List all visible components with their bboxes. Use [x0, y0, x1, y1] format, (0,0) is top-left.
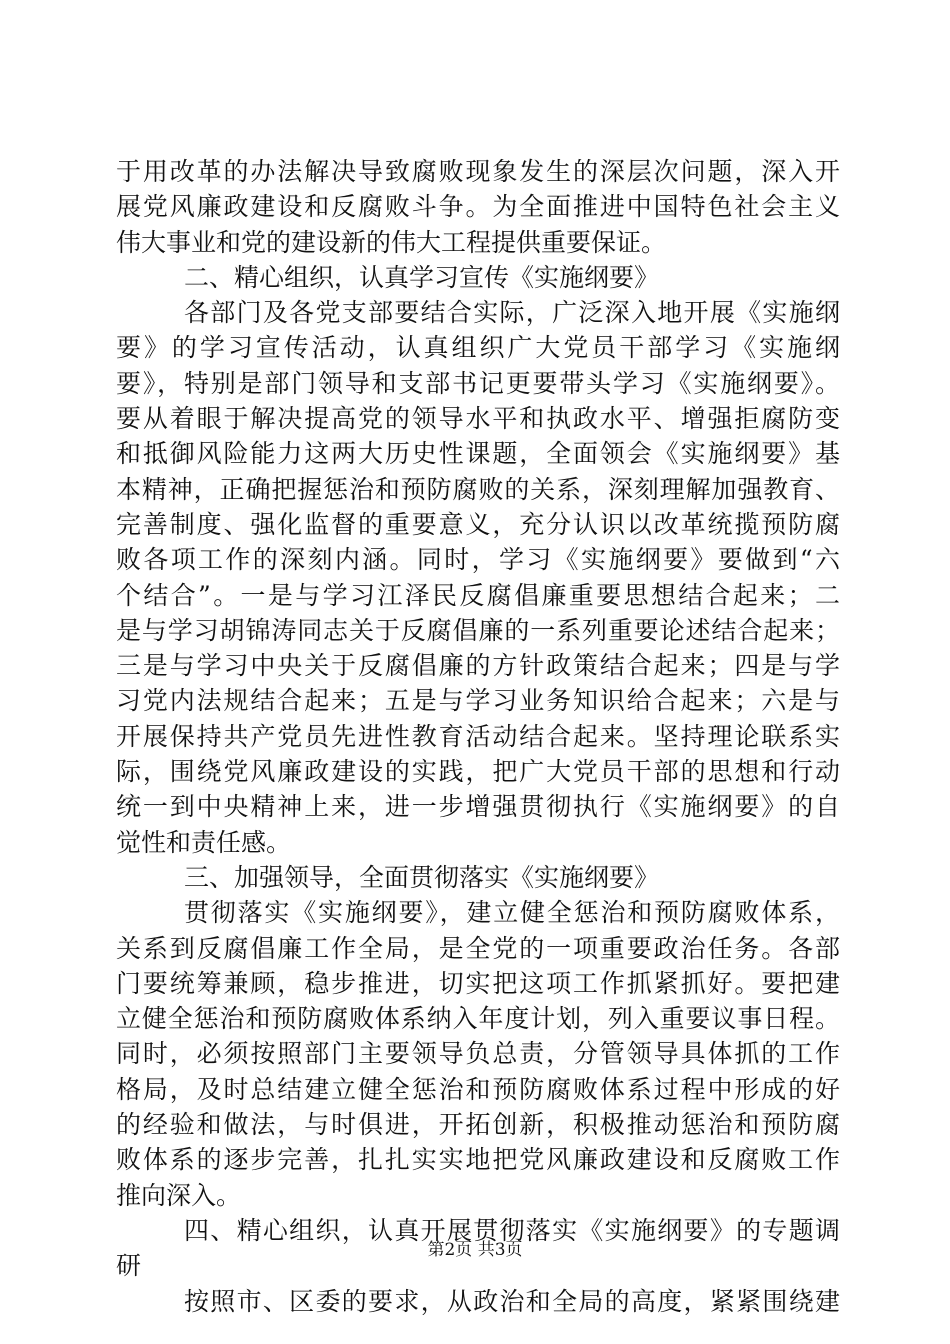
text-line: 于用改革的办法解决导致腐败现象发生的深层次问题，深入开	[116, 157, 840, 186]
text-line: 各部门及各党支部要结合实际，广泛深入地开展《实施纲	[184, 298, 840, 328]
text-line: 立健全惩治和预防腐败体系纳入年度计划，列入重要议事日程。	[116, 1004, 840, 1034]
text-line: 要》的学习宣传活动，认真组织广大党员干部学习《实施纲	[116, 333, 840, 363]
document-body	[116, 154, 840, 1319]
text-line: 要》，特别是部门领导和支部书记更要带头学习《实施纲要》。	[116, 368, 840, 398]
text-line: 三是与学习中央关于反腐倡廉的方针政策结合起来；四是与学	[116, 651, 840, 681]
section-heading: 三、加强领导，全面贯彻落实《实施纲要》	[184, 862, 660, 892]
text-line: 个结合”。一是与学习江泽民反腐倡廉重要思想结合起来；二	[116, 580, 840, 610]
section-heading-continuation: 研	[116, 1251, 142, 1281]
text-line: 贯彻落实《实施纲要》，建立健全惩治和预防腐败体系，	[184, 898, 840, 928]
text-line: 败各项工作的深刻内涵。同时，学习《实施纲要》要做到“六	[116, 545, 840, 575]
text-line: 格局，及时总结建立健全惩治和预防腐败体系过程中形成的好	[116, 1074, 840, 1104]
text-line: 同时，必须按照部门主要领导负总责，分管领导具体抓的工作	[116, 1039, 840, 1069]
text-line: 开展保持共产党员先进性教育活动结合起来。坚持理论联系实	[116, 721, 840, 751]
text-line: 觉性和责任感。	[116, 827, 292, 857]
text-line: 和抵御风险能力这两大历史性课题，全面领会《实施纲要》基	[116, 439, 840, 469]
text-line: 的经验和做法，与时俱进，开拓创新，积极推动惩治和预防腐	[116, 1110, 840, 1140]
text-line: 际，围绕党风廉政建设的实践，把广大党员干部的思想和行动	[116, 757, 840, 787]
text-line: 要从着眼于解决提高党的领导水平和执政水平、增强拒腐防变	[116, 404, 840, 434]
text-line: 败体系的逐步完善，扎扎实实地把党风廉政建设和反腐败工作	[116, 1145, 840, 1175]
text-line: 按照市、区委的要求，从政治和全局的高度，紧紧围绕建	[184, 1286, 840, 1316]
text-line: 本精神，正确把握惩治和预防腐败的关系，深刻理解加强教育、	[116, 474, 840, 504]
text-line: 伟大事业和党的建设新的伟大工程提供重要保证。	[116, 227, 667, 257]
text-line: 展党风廉政建设和反腐败斗争。为全面推进中国特色社会主义	[116, 192, 840, 222]
section-heading: 二、精心组织，认真学习宣传《实施纲要》	[184, 262, 660, 292]
text-line: 习党内法规结合起来；五是与学习业务知识给合起来；六是与	[116, 686, 840, 716]
text-line: 关系到反腐倡廉工作全局，是全党的一项重要政治任务。各部	[116, 933, 840, 963]
text-line: 门要统筹兼顾，稳步推进，切实把这项工作抓紧抓好。要把建	[116, 968, 840, 998]
text-line: 是与学习胡锦涛同志关于反腐倡廉的一系列重要论述结合起来；	[116, 615, 840, 645]
text-line: 统一到中央精神上来，进一步增强贯彻执行《实施纲要》的自	[116, 792, 840, 822]
page-footer: 第2页 共3页	[427, 1240, 523, 1260]
text-line: 完善制度、强化监督的重要意义，充分认识以改革统揽预防腐	[116, 509, 840, 539]
section-heading: 四、精心组织，认真开展贯彻落实《实施纲要》的专题调	[184, 1215, 840, 1245]
text-line: 推向深入。	[116, 1180, 242, 1210]
